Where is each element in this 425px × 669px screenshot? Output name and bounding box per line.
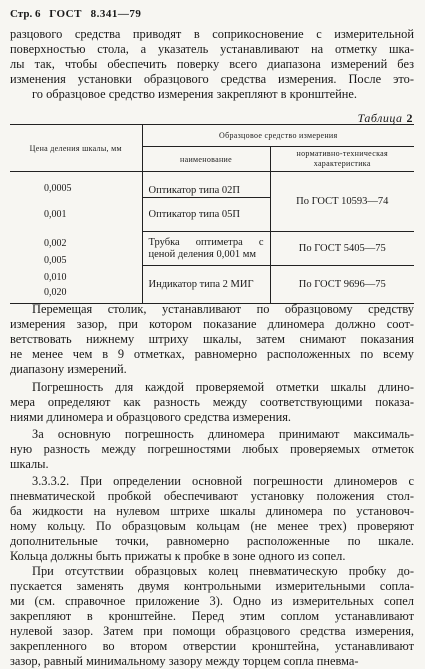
- standard-label: ГОСТ: [49, 8, 82, 20]
- table-cell-value: 0,020: [10, 283, 142, 304]
- text-line: зазор, равный минимальному зазору между торцем сопла пневма-: [10, 654, 359, 668]
- standard-number: 8.341—79: [90, 8, 142, 20]
- table-cell-ref: По ГОСТ 10593—74: [270, 172, 414, 232]
- text-line: нулевой зазор. Затем при помощи образцового средства измерения,: [10, 624, 414, 638]
- table-cell-ref: По ГОСТ 9696—75: [270, 266, 414, 304]
- table-caption-label: Таблица: [357, 111, 403, 125]
- page-number: Стр. 6: [10, 8, 41, 20]
- text-line: закрепляют в кронштейне. Перед этим соплом устанавливают: [10, 609, 414, 623]
- text-line: закрепленного во втором отверстии кронштейна, устанавливают: [10, 639, 414, 653]
- text-line: мера определяют как разность между соответствующими показа-: [10, 395, 414, 409]
- text-line: ба жидкости на нулевом штрихе шкалы длиномера по установоч-: [10, 504, 414, 518]
- intro-paragraph: [10, 27, 414, 102]
- text-line: пускается заменять двумя контрольными измерительными сопла-: [10, 579, 414, 593]
- table-cell-value: 0,002: [44, 237, 67, 249]
- col-header-name: наименование: [142, 147, 270, 172]
- paragraph-setting: [10, 302, 414, 377]
- paragraph-nozzles: [10, 564, 414, 669]
- text-line: ми (см. справочное приложение 3). Одно из измерительных сопел: [10, 594, 414, 608]
- text-line: ному кольцу. По образцовым кольцам (не менее трех) проверяют: [10, 519, 414, 533]
- table-cell-instrument: Трубка оптиметра с ценой деления 0,001 мм: [142, 232, 270, 266]
- text-line: За основную погрешность длиномера принимают максималь-: [32, 427, 414, 441]
- paragraph-error: [10, 380, 414, 425]
- table-cell-value: 0,005: [44, 254, 67, 266]
- text-line: дополнительные точки, равномерно расположенные по шкале.: [10, 534, 414, 548]
- text-line: При отсутствии образцовых колец пневматическую пробку до-: [32, 564, 414, 578]
- table-cell-instrument: Оптикатор типа 02П: [142, 172, 270, 198]
- text-line: ветствовать нижнему штриху шкалы, затем снимают показания: [10, 332, 414, 346]
- text-line: измерения зазор, при котором показание длиномера должно соот-: [10, 317, 414, 331]
- paragraph-3-3-3-2: [10, 474, 414, 564]
- page-header: [10, 8, 147, 20]
- text-line: изменения установки образцового средства измерения. После это-: [10, 72, 414, 86]
- text-line: Погрешность для каждой проверяемой отметки шкалы длино-: [32, 380, 414, 394]
- text-line: шкалы.: [10, 457, 49, 471]
- text-line: не менее чем в 9 отметках, равномерно расположенных по всему: [10, 347, 414, 361]
- table-cell-value: 0,010: [44, 271, 67, 283]
- text-line: пневматической пробкой обеспечивают установку положения стол-: [10, 489, 414, 503]
- table-cell-instrument: Оптикатор типа 05П: [142, 198, 270, 232]
- table-cell-instrument: Индикатор типа 2 МИГ: [142, 266, 270, 304]
- text-line: Перемещая столик, устанавливают по образцовому средству: [32, 302, 414, 316]
- table-cell-ref: По ГОСТ 5405—75: [270, 232, 414, 266]
- text-line: 3.3.3.2. При определении основной погрешности длиномеров с: [32, 474, 414, 488]
- text-line: лы так, чтобы обеспечить поверку всего диапазона измерений без: [10, 57, 414, 71]
- text-line: го образцовое средство измерения закрепляют в кронштейне.: [32, 87, 357, 101]
- text-line: поверхностью стола, а указатель устанавливают на отметку шка-: [10, 42, 414, 56]
- paragraph-main-error: [10, 427, 414, 472]
- col-header-spec: нормативно-техническая характеристика: [270, 147, 414, 172]
- table-caption-number: 2: [406, 111, 413, 125]
- text-line: ниями длиномера и образцового средства измерения.: [10, 410, 292, 424]
- text-line: диапазону измерений.: [10, 362, 127, 376]
- text-line: ную разность между погрешностями любых проверяемых отметок: [10, 442, 414, 456]
- calibration-table: [10, 124, 414, 304]
- col-header-scale: Цена деления шкалы, мм: [10, 125, 142, 172]
- group-header: Образцовое средство измерения: [142, 125, 414, 147]
- table-cell-value: 0,001: [44, 209, 67, 220]
- text-line: Кольца должны быть прижаты к пробке в зоне одного из сопел.: [10, 549, 346, 563]
- text-line: разцового средства приводят в соприкосновение с измерительной: [10, 27, 414, 41]
- table-cell-value: 0,0005: [44, 182, 72, 194]
